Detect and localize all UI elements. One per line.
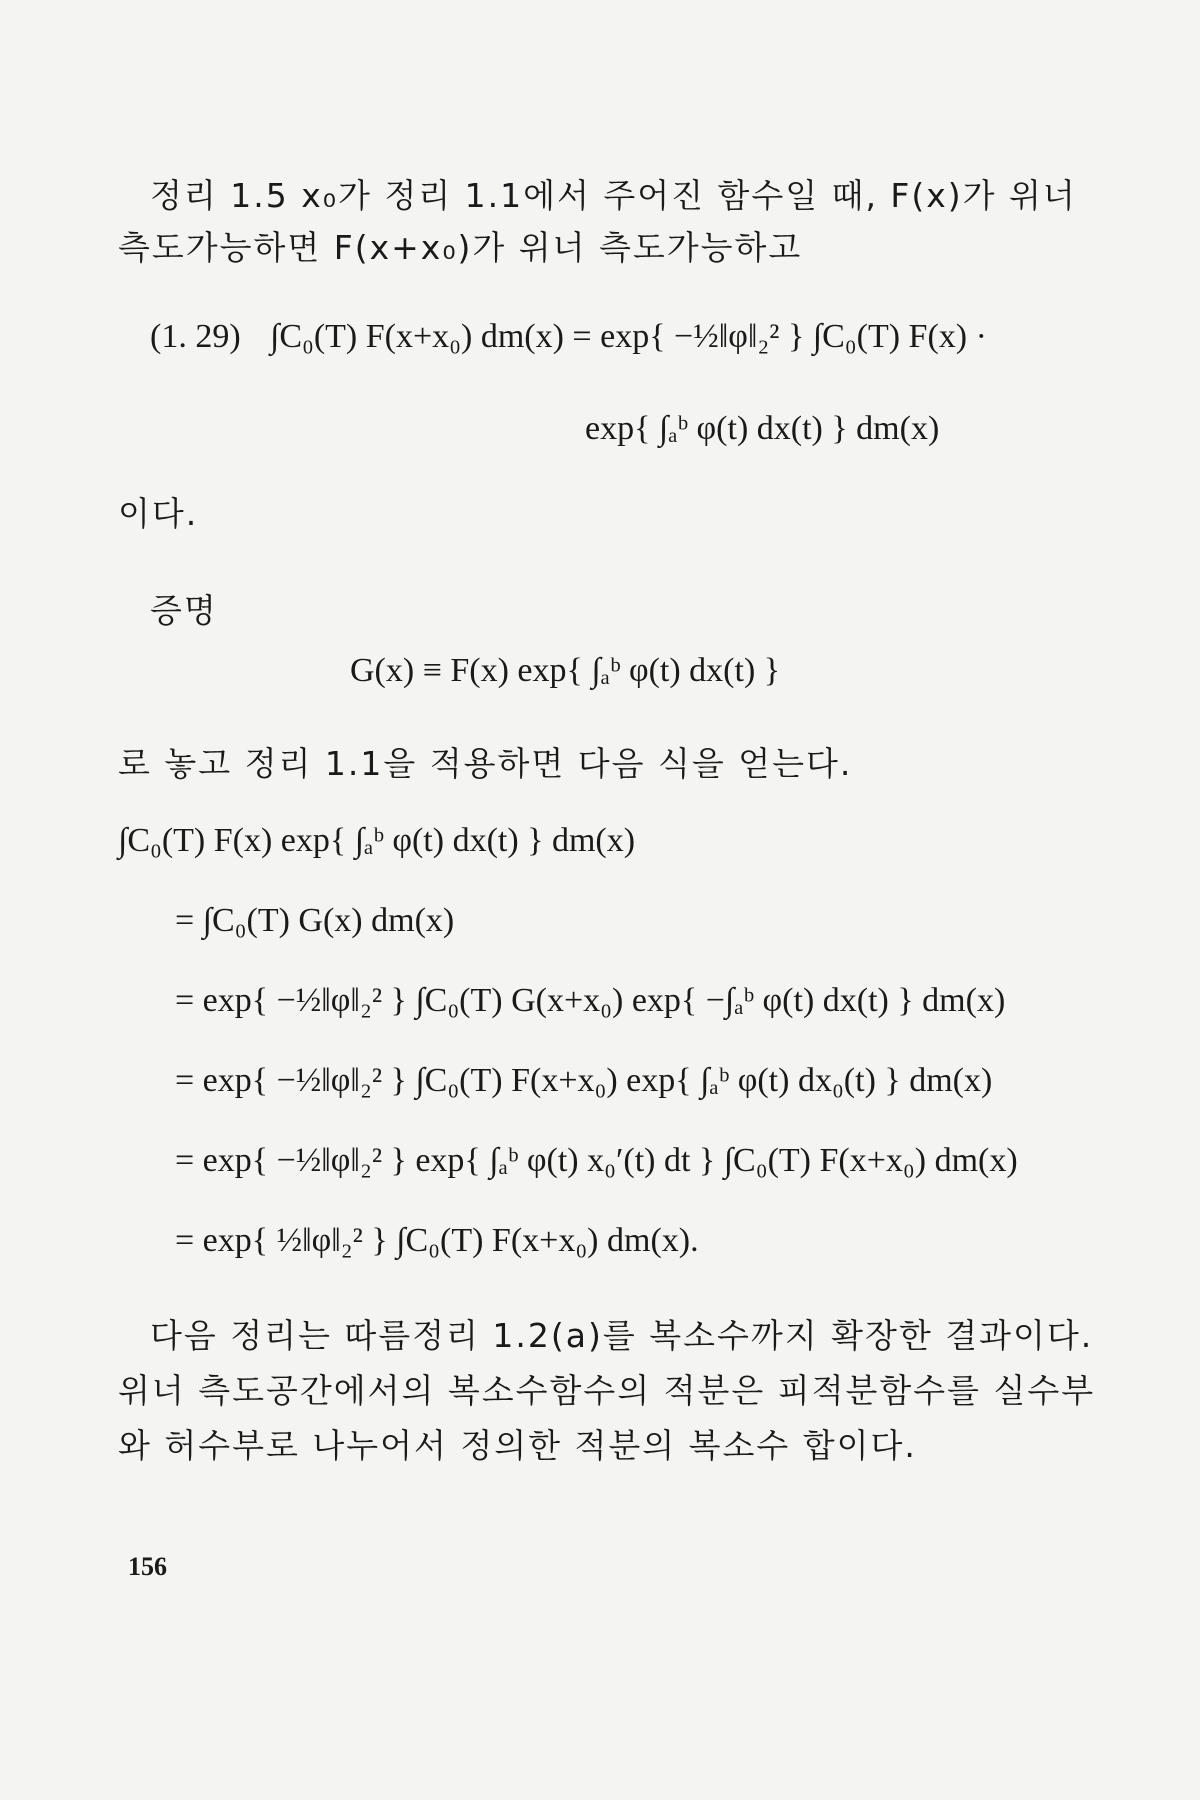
equation-129-line-2: exp{ ∫ₐᵇ φ(t) dx(t) } dm(x) (585, 410, 940, 447)
proof-title: 증명 (150, 591, 218, 630)
proof-line-2: = ∫C₀(T) G(x) dm(x) (175, 902, 455, 939)
equation-tag: (1. 29) (150, 318, 241, 355)
definition-equation: G(x) ≡ F(x) exp{ ∫ₐᵇ φ(t) dx(t) } (350, 652, 781, 689)
proof-line-4: = exp{ −½‖φ‖₂² } ∫C₀(T) F(x+x₀) exp{ ∫ₐᵇ φ(t) dx₀(t) } dm(x) (175, 1062, 993, 1099)
proof-line-3: = exp{ −½‖φ‖₂² } ∫C₀(T) G(x+x₀) exp{ −∫ₐᵇ φ(t) dx(t) } dm(x) (175, 982, 1006, 1019)
proof-text: 로 놓고 정리 1.1을 적용하면 다음 식을 얻는다. (118, 744, 853, 783)
after-equation-text: 이다. (118, 494, 199, 533)
page-number: 156 (128, 1552, 167, 1581)
theorem-line-1: 정리 1.5 x₀가 정리 1.1에서 주어진 함수일 때, F(x)가 위너 (150, 176, 1077, 215)
theorem-line-2: 측도가능하면 F(x+x₀)가 위너 측도가능하고 (118, 228, 803, 267)
closing-line-1: 다음 정리는 따름정리 1.2(a)를 복소수까지 확장한 결과이다. (150, 1316, 1094, 1355)
proof-line-6: = exp{ ½‖φ‖₂² } ∫C₀(T) F(x+x₀) dm(x). (175, 1222, 699, 1259)
equation-129-line-1: ∫C₀(T) F(x+x₀) dm(x) = exp{ −½‖φ‖₂² } ∫C₀(T) F(x) · (270, 318, 987, 355)
proof-line-5: = exp{ −½‖φ‖₂² } exp{ ∫ₐᵇ φ(t) x₀′(t) dt } ∫C₀(T) F(x+x₀) dm(x) (175, 1142, 1018, 1179)
closing-line-2: 위너 측도공간에서의 복소수함수의 적분은 피적분함수를 실수부 (118, 1371, 1096, 1410)
proof-line-1: ∫C₀(T) F(x) exp{ ∫ₐᵇ φ(t) dx(t) } dm(x) (118, 822, 636, 859)
closing-line-3: 와 허수부로 나누어서 정의한 적분의 복소수 합이다. (118, 1426, 917, 1465)
